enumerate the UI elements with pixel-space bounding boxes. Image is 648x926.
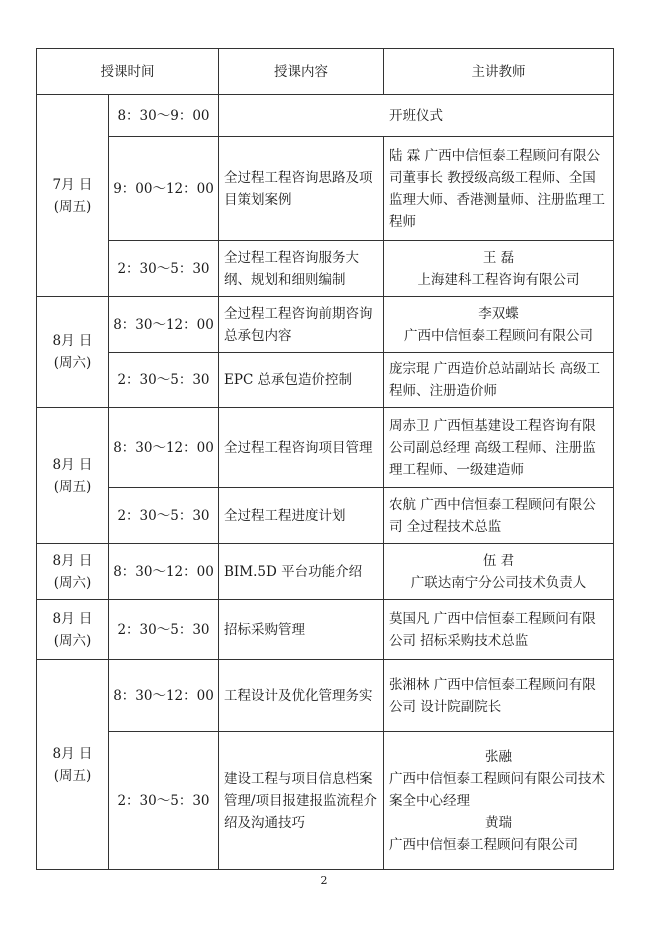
weekday-label: (周六): [53, 355, 92, 371]
table-row: [37, 137, 614, 241]
time-cell: 8：30～12：00: [109, 544, 219, 600]
date-cell: [37, 297, 109, 408]
table-row: [37, 241, 614, 297]
time-cell: 2：30～5：30: [109, 732, 219, 870]
table-row: [37, 95, 614, 137]
table-row: [37, 600, 614, 660]
header-time: 授课时间: [37, 49, 219, 95]
teacher-org: 广联达南宁分公司技术负责人: [410, 574, 587, 591]
time-cell: 8：30～12：00: [109, 408, 219, 488]
table-row: [37, 408, 614, 488]
date-cell: [37, 544, 109, 600]
content-cell: 全过程工程进度计划: [219, 488, 384, 544]
weekday-label: (周五): [53, 767, 92, 784]
teacher-cell: [384, 297, 614, 353]
content-cell: 全过程工程咨询思路及项目策划案例: [219, 137, 384, 241]
table-row: [37, 297, 614, 353]
date-label: 8月 日: [52, 456, 93, 473]
weekday-label: (周五): [53, 198, 92, 215]
teacher-name: 张融: [485, 748, 512, 765]
date-cell: [37, 660, 109, 870]
header-row: [37, 49, 614, 95]
teacher-org: 广西中信恒泰工程顾问有限公司技术案全中心经理: [389, 770, 605, 809]
time-cell: 2：30～5：30: [109, 353, 219, 408]
weekday-label: (周六): [53, 574, 92, 591]
teacher-cell: [384, 241, 614, 297]
time-cell: 2：30～5：30: [109, 241, 219, 297]
teacher-org: 广西中信恒泰工程顾问有限公司: [389, 836, 578, 853]
table-row: [37, 544, 614, 600]
time-cell: 2：30～5：30: [109, 488, 219, 544]
content-cell: 全过程工程咨询服务大纲、规划和细则编制: [219, 241, 384, 297]
teacher-org: 广西中信恒泰工程顾问有限公司: [404, 327, 593, 344]
time-cell: 8：30～12：00: [109, 297, 219, 353]
schedule-table: [36, 48, 614, 870]
time-cell: 9：00～12：00: [109, 137, 219, 241]
time-cell: 2：30～5：30: [109, 600, 219, 660]
date-cell: [37, 95, 109, 297]
table-row: [37, 353, 614, 408]
teacher-cell: 莫国凡 广西中信恒泰工程顾问有限公司 招标采购技术总监: [384, 600, 614, 660]
header-teacher: 主讲教师: [384, 49, 614, 95]
content-cell: BIM.5D 平台功能介绍: [219, 544, 384, 600]
weekday-label: (周五): [53, 478, 92, 495]
teacher-cell: 陆 霖 广西中信恒泰工程顾问有限公司董事长 教授级高级工程师、全国监理大师、香港测量师、注册监理工程师: [384, 137, 614, 241]
content-cell: 建设工程与项目信息档案管理/项目报建报监流程介绍及沟通技巧: [219, 732, 384, 870]
time-cell: 8：30～9：00: [109, 95, 219, 137]
table-row: [37, 660, 614, 732]
content-cell: EPC 总承包造价控制: [219, 353, 384, 408]
teacher-name: 李双蝶: [478, 305, 519, 322]
content-cell: 工程设计及优化管理务实: [219, 660, 384, 732]
page-number: 2: [320, 874, 328, 887]
teacher-cell: 张湘林 广西中信恒泰工程顾问有限公司 设计院副院长: [384, 660, 614, 732]
date-cell: [37, 600, 109, 660]
teacher-cell: 周赤卫 广西恒基建设工程咨询有限公司副总经理 高级工程师、注册监理工程师、一级建造师: [384, 408, 614, 488]
teacher-cell: 农航 广西中信恒泰工程顾问有限公司 全过程技术总监: [384, 488, 614, 544]
teacher-cell: [384, 732, 614, 870]
date-label: 8月 日: [52, 333, 93, 349]
content-cell: 全过程工程咨询项目管理: [219, 408, 384, 488]
teacher-name: 黄瑞: [485, 814, 512, 831]
date-cell: [37, 408, 109, 544]
teacher-name: 伍 君: [482, 552, 515, 569]
table-row: [37, 732, 614, 870]
table-row: [37, 488, 614, 544]
date-label: 8月 日: [52, 610, 93, 627]
date-label: 8月 日: [52, 745, 93, 762]
content-cell: 招标采购管理: [219, 600, 384, 660]
content-cell: 开班仪式: [219, 95, 614, 137]
teacher-cell: 庞宗琨 广西造价总站副站长 高级工程师、注册造价师: [384, 353, 614, 408]
teacher-cell: [384, 544, 614, 600]
time-cell: 8：30～12：00: [109, 660, 219, 732]
teacher-org: 上海建科工程咨询有限公司: [417, 271, 580, 288]
date-label: 8月 日: [52, 552, 93, 569]
header-content: 授课内容: [219, 49, 384, 95]
teacher-name: 王 磊: [482, 249, 515, 266]
date-label: 7月 日: [52, 176, 93, 193]
weekday-label: (周六): [53, 632, 92, 649]
content-cell: 全过程工程咨询前期咨询总承包内容: [219, 297, 384, 353]
